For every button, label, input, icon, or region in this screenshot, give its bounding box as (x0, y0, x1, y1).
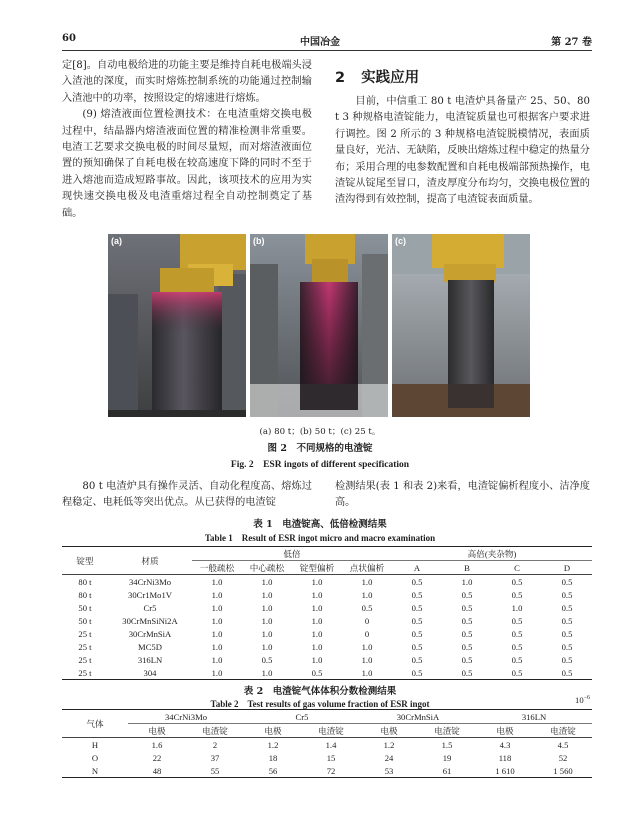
table1-header-cell: D (563, 562, 571, 573)
table1-row (62, 588, 592, 601)
table2-sub-ingot: 电渣锭 (318, 725, 344, 736)
table-cell: 0.5 (461, 628, 473, 639)
journal-name: 中国冶金 (300, 37, 340, 48)
table-cell: 1.0 (361, 589, 373, 600)
table-cell: 0.5 (361, 602, 373, 613)
table-cell: 0.5 (511, 641, 523, 652)
table-cell: 25 t (78, 667, 92, 678)
photo-50t-ingot (250, 234, 388, 417)
table-cell: 316LN (137, 654, 163, 665)
table-cell: 19 (442, 752, 452, 763)
table-cell: 48 (152, 765, 162, 776)
table1-row (62, 614, 592, 627)
table2-title-en: Table 2 Test results of gas volume fraction of ESR ingot (210, 699, 430, 709)
table-cell: 0 (364, 628, 370, 639)
table-cell: 0.5 (511, 654, 523, 665)
table2-col-gas: 气体 (62, 710, 128, 738)
table2-row (62, 751, 592, 764)
table-cell: 1.0 (261, 641, 273, 652)
section-heading (335, 66, 419, 87)
table-cell: 1.0 (311, 628, 323, 639)
table-cell: 0.5 (561, 576, 573, 587)
table2-sub-electrode: 电极 (380, 725, 398, 736)
page-number: 60 (62, 33, 76, 44)
table1-body (62, 575, 592, 680)
table-cell: 0.5 (461, 654, 473, 665)
table2-sub-electrode: 电极 (496, 725, 514, 736)
table-cell: 34CrNi3Mo (128, 576, 172, 587)
table-cell: 0.5 (511, 615, 523, 626)
table-cell: 1.0 (261, 667, 273, 678)
table-cell: 0.5 (561, 628, 573, 639)
table-cell: N (91, 765, 99, 776)
table-cell: 0.5 (461, 615, 473, 626)
table2 (62, 709, 592, 778)
table-cell: 30Cr1Mo1V (128, 589, 172, 600)
table-cell: 1.0 (211, 654, 223, 665)
table-cell: 0.5 (561, 589, 573, 600)
right-column (335, 94, 590, 209)
table1-title-en: Table 1 Result of ESR ingot micro and macro examination (204, 533, 436, 543)
table-cell: 0.5 (461, 641, 473, 652)
table-cell: 80 t (78, 576, 92, 587)
table-cell: 1.0 (211, 576, 223, 587)
table-cell: 1.0 (361, 576, 373, 587)
table-cell: 0.5 (511, 576, 523, 587)
table-cell: 30CrMnSiNi2A (122, 615, 178, 626)
table-cell: 1 610 (495, 765, 515, 776)
table-cell: 0.5 (411, 589, 423, 600)
table-cell: 0.5 (561, 654, 573, 665)
table-cell: 0.5 (511, 667, 523, 678)
photo-25t-ingot (392, 234, 530, 417)
table-cell: 1 560 (553, 765, 573, 776)
table-cell: 1.0 (461, 576, 473, 587)
table-cell: 0.5 (561, 641, 573, 652)
photo-label-b: (b) (253, 236, 265, 246)
table2-sub-ingot: 电渣锭 (202, 725, 228, 736)
section-number: 2 (335, 70, 346, 86)
figure-caption-cn: 图 2 不同规格的电渣锭 (267, 443, 373, 454)
table-cell: 2 (212, 739, 218, 750)
table-cell: 304 (143, 667, 157, 678)
table1-group-high: 高倍(夹杂物) (392, 547, 592, 561)
table1-header-cell: 一般疏松 (199, 562, 235, 573)
table2-body (62, 738, 592, 778)
table1-col-material: 材质 (108, 547, 192, 575)
table2-unit: $10^{-6}$ (575, 695, 590, 705)
table-cell: 55 (210, 765, 220, 776)
table-cell: MC5D (138, 641, 162, 652)
table-cell: 0.5 (411, 602, 423, 613)
table-cell: 1.0 (211, 667, 223, 678)
table-cell: 37 (210, 752, 220, 763)
post-figure-right: 检测结果(表 1 和表 2)来看，电渣锭偏析程度小、洁净度高。 (335, 481, 590, 509)
photo-80t-ingot (108, 234, 246, 417)
table2-row (62, 764, 592, 778)
table-cell: 1.0 (261, 615, 273, 626)
table2-sub-electrode: 电极 (148, 725, 166, 736)
table-cell: 0.5 (561, 667, 573, 678)
left-column (62, 58, 312, 222)
table1-row (62, 653, 592, 666)
table-cell: 1.4 (325, 739, 337, 750)
table-cell: 0.5 (411, 615, 423, 626)
table-cell: 72 (326, 765, 336, 776)
table-cell: 24 (384, 752, 394, 763)
table-cell: 1.0 (261, 628, 273, 639)
table-cell: 0.5 (261, 654, 273, 665)
table-cell: Cr5 (143, 602, 157, 613)
table2-sub-ingot: 电渣锭 (434, 725, 460, 736)
table1 (62, 546, 592, 680)
table1-row (62, 575, 592, 589)
table1-header-cell: 点状偏析 (349, 562, 385, 573)
left-para-1: 定[8]。自动电极给进的功能主要是维持自耗电极端头浸入渣池的深度，而实时熔炼控制系统的功能通过控制输入渣池中的功率，按照设定的熔速进行熔炼。 (62, 60, 312, 104)
table-cell: 1.2 (267, 739, 279, 750)
table-cell: 1.0 (261, 589, 273, 600)
table-cell: 1.0 (361, 641, 373, 652)
table-cell: 0.5 (411, 641, 423, 652)
table-cell: 0.5 (511, 589, 523, 600)
table-cell: 0.5 (561, 615, 573, 626)
table-cell: 1.0 (311, 589, 323, 600)
ingot-25t-image (392, 234, 530, 417)
table1-row (62, 666, 592, 680)
table-cell: 1.2 (383, 739, 395, 750)
table-cell: 1.6 (151, 739, 163, 750)
ingot-50t-image (250, 234, 388, 417)
table1-header-cell: B (464, 562, 470, 573)
table-cell: 1.0 (361, 667, 373, 678)
table-cell: 1.0 (211, 641, 223, 652)
table-cell: 0.5 (411, 576, 423, 587)
table1-header-cell: C (514, 562, 520, 573)
table-cell: 0.5 (311, 667, 323, 678)
table-cell: 1.0 (311, 641, 323, 652)
table2-sub-ingot: 电渣锭 (550, 725, 576, 736)
ingot-80t-image (108, 234, 246, 417)
table1-col-type: 锭型 (62, 547, 108, 575)
table1-header-cell: A (413, 562, 421, 573)
table-cell: 50 t (78, 615, 92, 626)
table2-title-cn: 表 2 电渣锭气体体积分数检测结果 (243, 686, 397, 697)
table1-row (62, 601, 592, 614)
table-cell: 0.5 (461, 602, 473, 613)
table1-header-cell: 锭型偏析 (299, 562, 335, 573)
table-cell: 1.0 (211, 615, 223, 626)
table-cell: 25 t (78, 641, 92, 652)
table-cell: H (91, 739, 99, 750)
table-cell: 50 t (78, 602, 92, 613)
table-cell: 0.5 (411, 667, 423, 678)
figure-caption-en: Fig. 2 ESR ingots of different specification (230, 460, 410, 470)
right-para-1: 目前，中信重工 80 t 电渣炉具备量产 25、50、80 t 3 种规格电渣锭能力，电渣锭质量也可根据客户要求进行调控。图 2 所示的 3 种规格电渣锭脱模情况，表面质量良好，光洁、无缺陷，反映出熔炼过程中稳定的热量分布；采用合理的电参数配置和自耗电极端部预热操作，电渣锭从锭尾至冒口，渣皮厚度分布均匀，交换电极位置的渣沟得到有效控制，提高了电渣锭表面质量。 (335, 96, 590, 206)
table-cell: 1.0 (211, 589, 223, 600)
table-cell: 0.5 (411, 654, 423, 665)
table1-row (62, 640, 592, 653)
table-cell: 1.0 (511, 602, 523, 613)
table2-material: Cr5 (244, 710, 360, 724)
table-cell: 61 (442, 765, 452, 776)
table-cell: 80 t (78, 589, 92, 600)
table2-material: 34CrNi3Mo (128, 710, 244, 724)
table-cell: 1.0 (311, 602, 323, 613)
post-figure-left: 80 t 电渣炉具有操作灵活、自动化程度高、熔炼过程稳定、电耗低等突出优点。从已获得的电渣锭 (62, 481, 312, 509)
table-cell: O (91, 752, 99, 763)
table-cell: 53 (384, 765, 394, 776)
table-cell: 52 (558, 752, 568, 763)
table1-group-low: 低倍 (192, 547, 392, 561)
table-cell: 4.3 (499, 739, 511, 750)
table-cell: 1.0 (261, 576, 273, 587)
table-cell: 30CrMnSiA (128, 628, 172, 639)
table-cell: 56 (268, 765, 278, 776)
photo-label-c: (c) (395, 236, 406, 246)
table2-material: 316LN (476, 710, 592, 724)
table1-header-cell: 中心疏松 (249, 562, 285, 573)
table-cell: 1.0 (211, 602, 223, 613)
table-cell: 1.0 (311, 654, 323, 665)
table-cell: 0.5 (461, 667, 473, 678)
section-title: 实践应用 (361, 70, 420, 86)
header-rule (62, 50, 592, 51)
table-cell: 0.5 (411, 628, 423, 639)
table-cell: 25 t (78, 628, 92, 639)
table-cell: 15 (326, 752, 336, 763)
table-cell: 18 (268, 752, 278, 763)
table2-sub-electrode: 电极 (264, 725, 282, 736)
table-cell: 0 (364, 615, 370, 626)
photo-label-a: (a) (111, 236, 122, 246)
table-cell: 1.0 (311, 576, 323, 587)
volume-label: 第 27 卷 (551, 37, 592, 48)
figure-sublabels: (a) 80 t；(b) 50 t；(c) 25 t。 (259, 427, 381, 437)
table-cell: 1.0 (211, 628, 223, 639)
table1-title-cn: 表 1 电渣锭高、低倍检测结果 (253, 519, 387, 530)
table-cell: 25 t (78, 654, 92, 665)
table2-row (62, 738, 592, 752)
table1-row (62, 627, 592, 640)
table-cell: 0.5 (461, 589, 473, 600)
left-para-2: (9) 熔渣液面位置检测技术：在电渣重熔交换电极过程中，结晶器内熔渣液面位置的精准检测非常重要。电渣工艺要求交换电极的时间尽量短，而对熔渣液面位置的预知确保了自耗电极在较高速度下降的同时不至于进入熔池而造成短路事故。因此，该项技术的应用为实现快速交换电极及电渣重熔过程全自动控制奠定了基础。 (62, 109, 312, 219)
table-cell: 118 (498, 752, 512, 763)
table-cell: 1.5 (441, 739, 453, 750)
table2-material: 30CrMnSiA (360, 710, 476, 724)
table-cell: 0.5 (561, 602, 573, 613)
table-cell: 1.0 (311, 615, 323, 626)
table-cell: 4.5 (557, 739, 569, 750)
table-cell: 0.5 (511, 628, 523, 639)
table-cell: 1.0 (261, 602, 273, 613)
table-cell: 1.0 (361, 654, 373, 665)
table-cell: 22 (152, 752, 162, 763)
